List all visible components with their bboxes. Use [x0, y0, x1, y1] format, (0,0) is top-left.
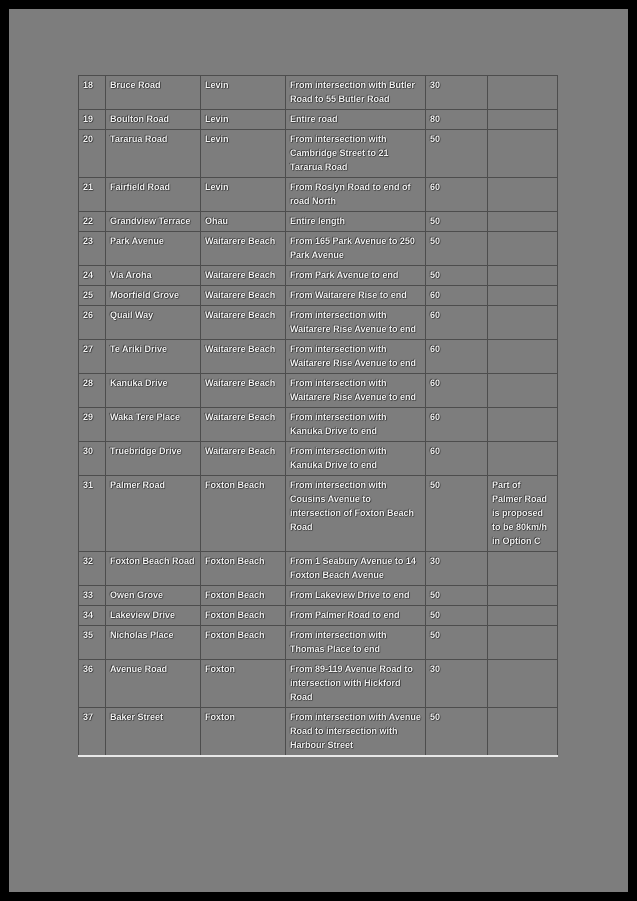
- cell-speed-limit: 60: [426, 306, 488, 340]
- cell-road-name: Boulton Road: [106, 110, 201, 130]
- cell-speed-limit: 50: [426, 130, 488, 178]
- cell-road-name: Park Avenue: [106, 232, 201, 266]
- cell-row-number: 33: [79, 586, 106, 606]
- cell-notes: [488, 374, 558, 408]
- cell-notes: [488, 110, 558, 130]
- cell-locality: Levin: [201, 110, 286, 130]
- cell-notes: [488, 340, 558, 374]
- cell-row-number: 28: [79, 374, 106, 408]
- cell-locality: Waitarere Beach: [201, 442, 286, 476]
- cell-row-number: 32: [79, 552, 106, 586]
- cell-notes: [488, 442, 558, 476]
- cell-road-name: Te Ariki Drive: [106, 340, 201, 374]
- cell-row-number: 20: [79, 130, 106, 178]
- cell-notes: [488, 660, 558, 708]
- table-row: [79, 606, 558, 626]
- cell-row-number: 29: [79, 408, 106, 442]
- cell-speed-limit: 50: [426, 626, 488, 660]
- cell-locality: Waitarere Beach: [201, 340, 286, 374]
- cell-notes: [488, 306, 558, 340]
- cell-row-number: 35: [79, 626, 106, 660]
- cell-notes: [488, 232, 558, 266]
- cell-description: From Palmer Road to end: [286, 606, 426, 626]
- table-row: [79, 212, 558, 232]
- cell-road-name: Waka Tere Place: [106, 408, 201, 442]
- cell-description: From intersection with Kanuka Drive to end: [286, 442, 426, 476]
- table-row: [79, 586, 558, 606]
- table-row: [79, 306, 558, 340]
- cell-road-name: Truebridge Drive: [106, 442, 201, 476]
- cell-row-number: 25: [79, 286, 106, 306]
- cell-speed-limit: 60: [426, 408, 488, 442]
- cell-locality: Levin: [201, 76, 286, 110]
- cell-description: From intersection with Butler Road to 55 Butler Road: [286, 76, 426, 110]
- cell-speed-limit: 50: [426, 708, 488, 757]
- cell-road-name: Nicholas Place: [106, 626, 201, 660]
- cell-notes: [488, 286, 558, 306]
- cell-speed-limit: 60: [426, 286, 488, 306]
- cell-speed-limit: 30: [426, 76, 488, 110]
- cell-row-number: 31: [79, 476, 106, 552]
- cell-locality: Waitarere Beach: [201, 306, 286, 340]
- table-row: [79, 110, 558, 130]
- cell-description: From intersection with Cambridge Street to 21 Tararua Road: [286, 130, 426, 178]
- cell-row-number: 23: [79, 232, 106, 266]
- cell-description: From intersection with Waitarere Rise Avenue to end: [286, 374, 426, 408]
- cell-description: From intersection with Cousins Avenue to intersection of Foxton Beach Road: [286, 476, 426, 552]
- cell-notes: [488, 552, 558, 586]
- table-row: [79, 374, 558, 408]
- cell-description: From intersection with Waitarere Rise Avenue to end: [286, 340, 426, 374]
- cell-road-name: Tararua Road: [106, 130, 201, 178]
- cell-row-number: 37: [79, 708, 106, 757]
- cell-row-number: 18: [79, 76, 106, 110]
- cell-notes: [488, 130, 558, 178]
- cell-locality: Foxton Beach: [201, 606, 286, 626]
- cell-notes: Part of Palmer Road is proposed to be 80km/h in Option C: [488, 476, 558, 552]
- cell-notes: [488, 626, 558, 660]
- cell-road-name: Foxton Beach Road: [106, 552, 201, 586]
- cell-description: From 1 Seabury Avenue to 14 Foxton Beach Avenue: [286, 552, 426, 586]
- cell-description: Entire length: [286, 212, 426, 232]
- cell-notes: [488, 586, 558, 606]
- table-row: [79, 442, 558, 476]
- cell-road-name: Grandview Terrace: [106, 212, 201, 232]
- table-row: [79, 286, 558, 306]
- cell-notes: [488, 408, 558, 442]
- cell-speed-limit: 60: [426, 178, 488, 212]
- table-row: [79, 408, 558, 442]
- table-row: [79, 708, 558, 757]
- cell-road-name: Fairfield Road: [106, 178, 201, 212]
- cell-locality: Waitarere Beach: [201, 286, 286, 306]
- cell-row-number: 27: [79, 340, 106, 374]
- table-row: [79, 660, 558, 708]
- table-row: [79, 626, 558, 660]
- cell-locality: Foxton Beach: [201, 552, 286, 586]
- cell-locality: Foxton Beach: [201, 476, 286, 552]
- cell-notes: [488, 606, 558, 626]
- table-row: [79, 340, 558, 374]
- cell-row-number: 36: [79, 660, 106, 708]
- cell-road-name: Quail Way: [106, 306, 201, 340]
- table-row: [79, 76, 558, 110]
- cell-notes: [488, 76, 558, 110]
- cell-speed-limit: 50: [426, 212, 488, 232]
- cell-notes: [488, 266, 558, 286]
- cell-road-name: Palmer Road: [106, 476, 201, 552]
- cell-speed-limit: 50: [426, 232, 488, 266]
- cell-speed-limit: 80: [426, 110, 488, 130]
- cell-locality: Foxton: [201, 708, 286, 757]
- cell-road-name: Avenue Road: [106, 660, 201, 708]
- cell-locality: Foxton Beach: [201, 626, 286, 660]
- cell-row-number: 21: [79, 178, 106, 212]
- cell-description: From 165 Park Avenue to 250 Park Avenue: [286, 232, 426, 266]
- cell-road-name: Moorfield Grove: [106, 286, 201, 306]
- cell-locality: Waitarere Beach: [201, 374, 286, 408]
- cell-description: From 89-119 Avenue Road to intersection with Hickford Road: [286, 660, 426, 708]
- cell-description: From Roslyn Road to end of road North: [286, 178, 426, 212]
- cell-road-name: Owen Grove: [106, 586, 201, 606]
- cell-description: From Waitarere Rise to end: [286, 286, 426, 306]
- cell-locality: Foxton Beach: [201, 586, 286, 606]
- cell-road-name: Kanuka Drive: [106, 374, 201, 408]
- document-page: [9, 9, 628, 892]
- cell-row-number: 22: [79, 212, 106, 232]
- cell-locality: Levin: [201, 178, 286, 212]
- table-row: [79, 232, 558, 266]
- cell-row-number: 34: [79, 606, 106, 626]
- cell-speed-limit: 30: [426, 660, 488, 708]
- table-row: [79, 552, 558, 586]
- speed-limit-table: [78, 75, 558, 757]
- cell-description: From Park Avenue to end: [286, 266, 426, 286]
- cell-description: Entire road: [286, 110, 426, 130]
- speed-table-body: [79, 76, 558, 757]
- cell-speed-limit: 60: [426, 442, 488, 476]
- cell-speed-limit: 50: [426, 266, 488, 286]
- cell-road-name: Via Aroha: [106, 266, 201, 286]
- cell-speed-limit: 60: [426, 374, 488, 408]
- cell-description: From intersection with Waitarere Rise Avenue to end: [286, 306, 426, 340]
- cell-description: From intersection with Thomas Place to end: [286, 626, 426, 660]
- cell-speed-limit: 30: [426, 552, 488, 586]
- cell-row-number: 26: [79, 306, 106, 340]
- table-row: [79, 476, 558, 552]
- table-row: [79, 178, 558, 212]
- cell-locality: Waitarere Beach: [201, 232, 286, 266]
- cell-speed-limit: 60: [426, 340, 488, 374]
- cell-road-name: Lakeview Drive: [106, 606, 201, 626]
- cell-notes: [488, 178, 558, 212]
- cell-row-number: 24: [79, 266, 106, 286]
- cell-locality: Waitarere Beach: [201, 266, 286, 286]
- cell-speed-limit: 50: [426, 476, 488, 552]
- table-row: [79, 266, 558, 286]
- cell-locality: Foxton: [201, 660, 286, 708]
- cell-locality: Levin: [201, 130, 286, 178]
- cell-description: From intersection with Kanuka Drive to end: [286, 408, 426, 442]
- cell-row-number: 30: [79, 442, 106, 476]
- cell-locality: Waitarere Beach: [201, 408, 286, 442]
- cell-description: From Lakeview Drive to end: [286, 586, 426, 606]
- cell-road-name: Bruce Road: [106, 76, 201, 110]
- cell-row-number: 19: [79, 110, 106, 130]
- table-row: [79, 130, 558, 178]
- cell-road-name: Baker Street: [106, 708, 201, 757]
- cell-description: From intersection with Avenue Road to intersection with Harbour Street: [286, 708, 426, 757]
- cell-notes: [488, 708, 558, 757]
- cell-notes: [488, 212, 558, 232]
- cell-speed-limit: 50: [426, 606, 488, 626]
- cell-speed-limit: 50: [426, 586, 488, 606]
- cell-locality: Ohau: [201, 212, 286, 232]
